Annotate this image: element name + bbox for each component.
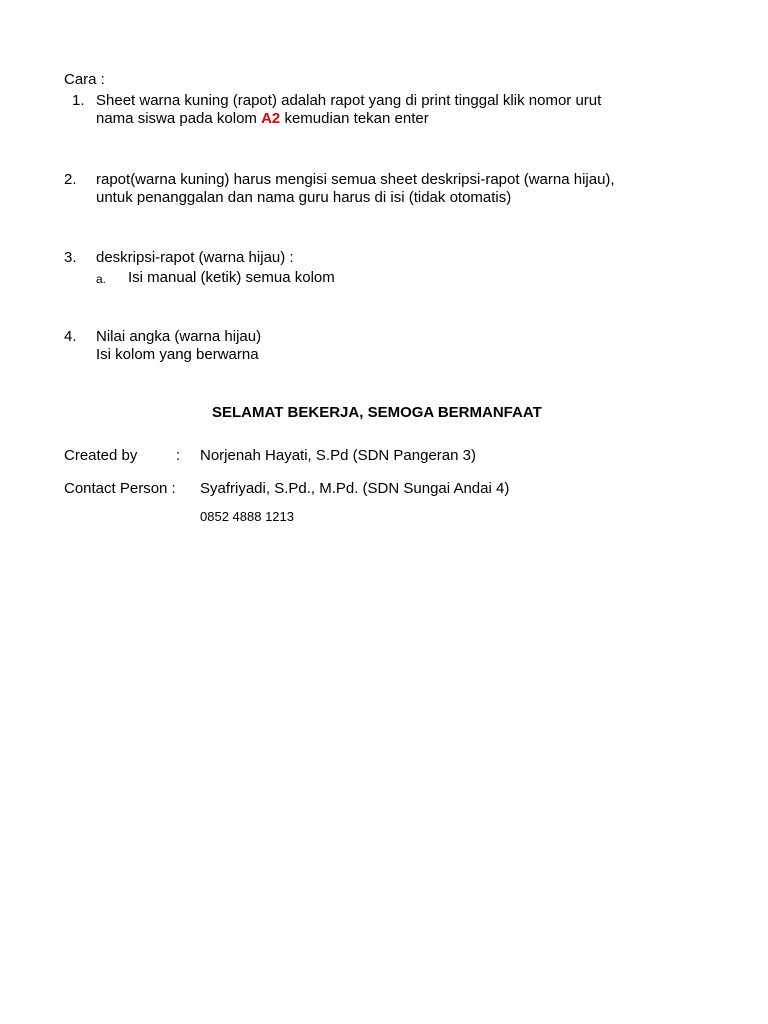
- step-4-line2: Isi kolom yang berwarna: [96, 346, 259, 363]
- step-1-number: 1.: [72, 92, 85, 109]
- cell-reference-highlight: A2: [261, 110, 281, 127]
- contact-person-value: Syafriyadi, S.Pd., M.Pd. (SDN Sungai Andai 4): [200, 480, 510, 497]
- step-3-number: 3.: [64, 249, 77, 266]
- step-4-number: 4.: [64, 328, 77, 345]
- contact-phone: 0852 4888 1213: [200, 509, 294, 524]
- contact-person-label: Contact Person :: [64, 480, 176, 497]
- step-1-line2-after: kemudian tekan enter: [280, 110, 429, 127]
- step-1-line2-before: nama siswa pada kolom: [96, 110, 262, 127]
- closing-message: SELAMAT BEKERJA, SEMOGA BERMANFAAT: [212, 404, 542, 421]
- step-2-line1: rapot(warna kuning) harus mengisi semua sheet deskripsi-rapot (warna hijau),: [96, 171, 615, 188]
- step-1-line1: Sheet warna kuning (rapot) adalah rapot yang di print tinggal klik nomor urut: [96, 92, 602, 109]
- intro-label: Cara :: [64, 71, 105, 88]
- step-3-sub-text: Isi manual (ketik) semua kolom: [128, 269, 335, 286]
- step-4-line1: Nilai angka (warna hijau): [96, 328, 262, 345]
- step-2-line2: untuk penanggalan dan nama guru harus di isi (tidak otomatis): [96, 189, 512, 206]
- created-by-label: Created by: [64, 447, 138, 464]
- step-3-sub-letter: a.: [96, 272, 107, 286]
- created-by-colon: :: [176, 447, 181, 464]
- step-1-line2: [96, 110, 429, 128]
- step-3-line1: deskripsi-rapot (warna hijau) :: [96, 249, 294, 266]
- created-by-value: Norjenah Hayati, S.Pd (SDN Pangeran 3): [200, 447, 476, 464]
- step-2-number: 2.: [64, 171, 77, 188]
